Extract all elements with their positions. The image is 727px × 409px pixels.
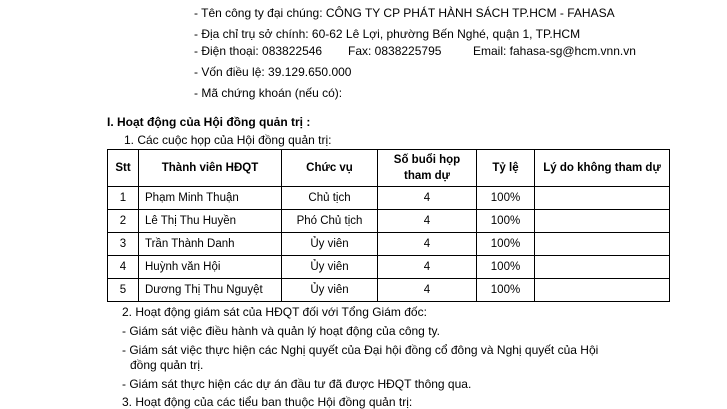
cell-sessions: 4 [378,187,477,210]
cell-stt: 2 [108,210,139,233]
cell-role: Chủ tịch [282,187,378,210]
cell-stt: 1 [108,187,139,210]
subsection-meetings: 1. Các cuộc họp của Hội đồng quản trị: [124,133,332,147]
stock-code-line: - Mã chứng khoán (nếu có): [194,86,343,100]
cell-role: Ủy viên [282,256,378,279]
cell-role: Phó Chủ tịch [282,210,378,233]
cell-stt: 4 [108,256,139,279]
supervision-bullet-1: - Giám sát việc điều hành và quản lý hoạt động của công ty. [122,324,440,338]
company-contact-line [194,44,636,58]
supervision-bullet-2: - Giám sát việc thực hiện các Nghị quyết của Đại hội đồng cổ đông và Nghị quyết của Hội [122,343,599,357]
company-phone: - Điện thoại: 083822546 [194,44,323,58]
cell-role: Ủy viên [282,279,378,302]
cell-reason [535,233,670,256]
board-meetings-table [107,149,670,302]
cell-ratio: 100% [477,233,535,256]
cell-ratio: 100% [477,279,535,302]
subsection-supervision: 2. Hoạt động giám sát của HĐQT đối với Tổng Giám đốc: [122,305,427,319]
supervision-bullet-3: - Giám sát thực hiện các dự án đầu tư đã được HĐQT thông qua. [122,377,472,391]
table-row [108,279,670,302]
header-member: Thành viên HĐQT [139,150,282,187]
cell-sessions: 4 [378,279,477,302]
cell-ratio: 100% [477,256,535,279]
cell-name: Huỳnh văn Hội [139,256,282,279]
cell-reason [535,279,670,302]
cell-name: Lê Thị Thu Huyền [139,210,282,233]
table-row [108,233,670,256]
cell-stt: 5 [108,279,139,302]
cell-name: Dương Thị Thu Nguyệt [139,279,282,302]
header-sessions: Số buổi họp tham dự [378,150,477,187]
company-capital-line: - Vốn điều lệ: 39.129.650.000 [194,65,352,79]
section-heading: I. Hoạt động của Hội đồng quản trị : [107,115,311,129]
subsection-committees: 3. Hoạt động của các tiểu ban thuộc Hội đồng quản trị: [122,395,413,409]
table-row [108,187,670,210]
cell-reason [535,256,670,279]
cell-role: Ủy viên [282,233,378,256]
cell-stt: 3 [108,233,139,256]
header-stt: Stt [108,150,139,187]
cell-ratio: 100% [477,210,535,233]
cell-sessions: 4 [378,256,477,279]
cell-sessions: 4 [378,233,477,256]
supervision-bullet-2-cont: đồng quản trị. [130,358,204,372]
cell-reason [535,210,670,233]
cell-name: Trần Thành Danh [139,233,282,256]
company-address-line: - Địa chỉ trụ sở chính: 60-62 Lê Lợi, phường Bến Nghé, quận 1, TP.HCM [194,27,581,41]
table-row [108,256,670,279]
company-fax: Fax: 0838225795 [348,44,442,58]
cell-name: Phạm Minh Thuận [139,187,282,210]
header-reason: Lý do không tham dự [535,150,670,187]
cell-sessions: 4 [378,210,477,233]
table-row [108,210,670,233]
company-name-line: - Tên công ty đại chúng: CÔNG TY CP PHÁT HÀNH SÁCH TP.HCM - FAHASA [194,6,615,20]
cell-ratio: 100% [477,187,535,210]
header-ratio: Tỷ lệ [477,150,535,187]
table-header-row [108,150,670,187]
cell-reason [535,187,670,210]
company-email: Email: fahasa-sg@hcm.vnn.vn [473,44,636,58]
header-role: Chức vụ [282,150,378,187]
